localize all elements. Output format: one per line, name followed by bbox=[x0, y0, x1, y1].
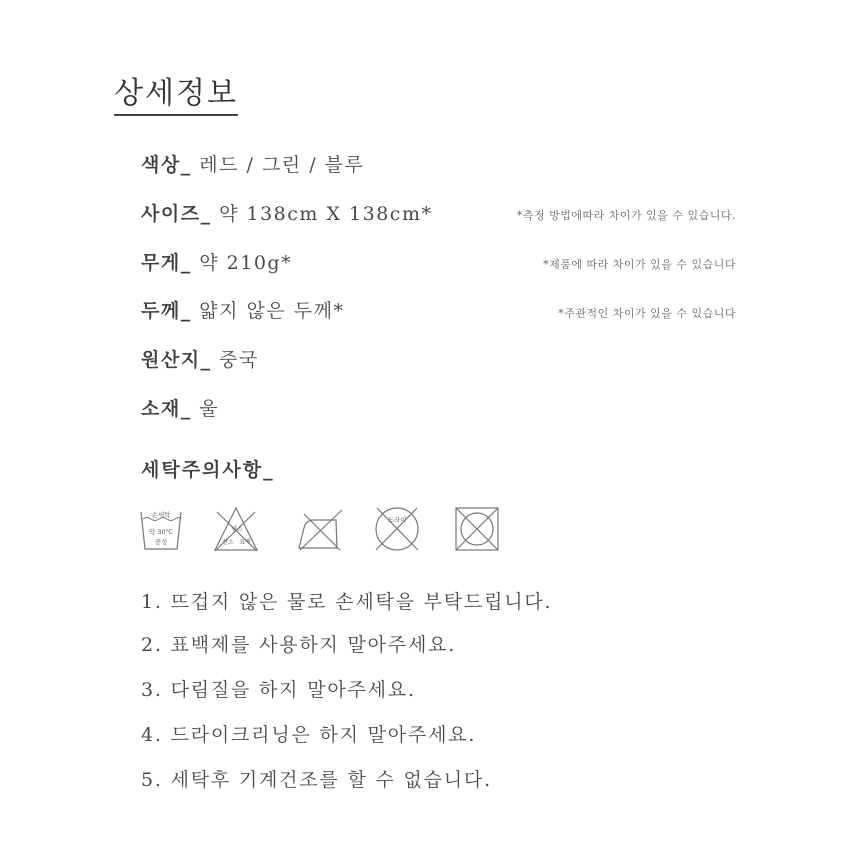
spec-label: 사이즈_ bbox=[141, 203, 212, 225]
page-title: 상세정보 bbox=[114, 68, 238, 116]
spec-value: 울 bbox=[199, 398, 220, 420]
care-instruction: 3. 다림질을 하지 말아주세요. bbox=[141, 679, 416, 701]
care-instruction: 4. 드라이크리닝은 하지 말아주세요. bbox=[141, 724, 477, 746]
care-title: 세탁주의사항_ bbox=[141, 459, 275, 481]
spec-label: 소재_ bbox=[141, 398, 192, 420]
dry-clean-label: 드라이 bbox=[387, 516, 407, 524]
no-tumble-dry-icon bbox=[453, 504, 501, 554]
spec-thickness-note: *주관적인 차이가 있을 수 있습니다 bbox=[558, 307, 736, 320]
bleach-oxygen: 산소 bbox=[222, 539, 234, 546]
hand-wash-icon bbox=[138, 504, 186, 554]
spec-size-note: *측정 방법에따라 차이가 있을 수 있습니다. bbox=[516, 209, 736, 222]
care-instruction: 1. 뜨겁지 않은 물로 손세탁을 부탁드립니다. bbox=[141, 591, 553, 613]
spec-thickness bbox=[141, 296, 344, 323]
spec-value: 중국 bbox=[219, 349, 259, 371]
hand-wash-temp: 약 30℃ bbox=[149, 528, 173, 536]
spec-label: 원산지_ bbox=[141, 349, 212, 371]
spec-value: 약 210g* bbox=[199, 252, 293, 274]
spec-value: 레드 / 그린 / 블루 bbox=[199, 154, 365, 176]
spec-value: 약 138cm X 138cm* bbox=[219, 203, 433, 225]
spec-origin bbox=[141, 345, 259, 372]
spec-label: 색상_ bbox=[141, 154, 192, 176]
spec-weight-note: *제품에 따라 차이가 있을 수 있습니다 bbox=[543, 258, 736, 271]
spec-label: 무게_ bbox=[141, 252, 192, 274]
bleach-chlorine: 염소 bbox=[231, 526, 243, 533]
spec-size bbox=[141, 199, 432, 226]
spec-color bbox=[141, 150, 364, 177]
care-instruction: 5. 세탁후 기계건조를 할 수 없습니다. bbox=[141, 769, 492, 791]
no-iron-icon bbox=[296, 504, 344, 554]
no-dry-clean-icon bbox=[373, 504, 421, 554]
spec-weight bbox=[141, 248, 292, 275]
spec-material bbox=[141, 394, 219, 421]
spec-value: 얇지 않은 두께* bbox=[199, 300, 345, 322]
hand-wash-detergent: 중성 bbox=[154, 538, 168, 546]
bleach-label: 표백 bbox=[239, 539, 251, 546]
hand-wash-label: 손세탁 bbox=[151, 511, 171, 519]
care-instruction: 2. 표백제를 사용하지 말아주세요. bbox=[141, 634, 457, 656]
spec-label: 두께_ bbox=[141, 300, 192, 322]
no-bleach-icon bbox=[212, 504, 260, 554]
